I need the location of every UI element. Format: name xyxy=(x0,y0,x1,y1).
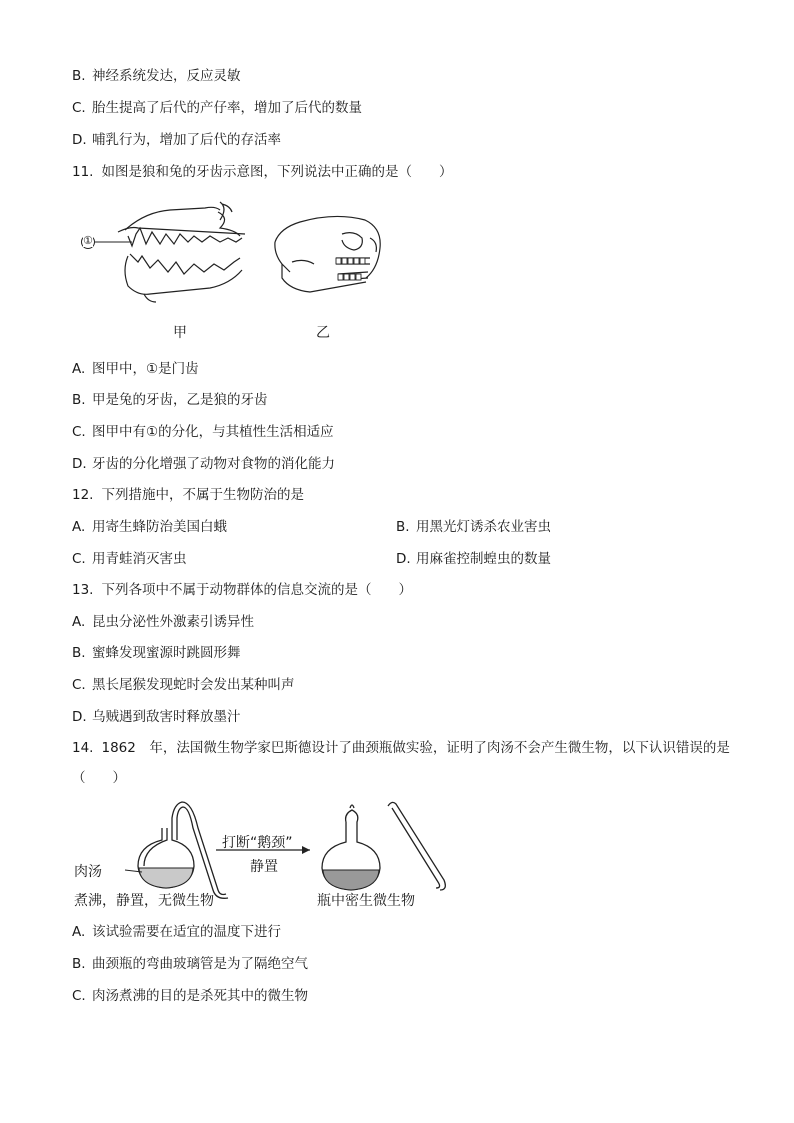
q11-option-c: C. 图甲中有①的分化，与其植性生活相适应 xyxy=(72,424,334,440)
q13-option-a: A. 昆虫分泌性外激素引诱异性 xyxy=(72,614,254,630)
q14-option-a: A. 该试验需要在适宜的温度下进行 xyxy=(72,924,281,940)
q14-option-c: C. 肉汤煮沸的目的是杀死其中的微生物 xyxy=(72,988,308,1004)
q12-option-c: C. 用青蛙消灭害虫 xyxy=(72,551,187,567)
arrow-head xyxy=(302,846,310,854)
q12-option-d: D. 用麻雀控制蝗虫的数量 xyxy=(396,551,551,567)
right-flask-caption: 瓶中密生微生物 xyxy=(317,893,415,909)
pasteur-figure xyxy=(70,798,460,910)
teeth-drawing xyxy=(70,198,400,323)
arrow-bottom-label: 静置 xyxy=(250,859,278,875)
q13-option-c: C. 黑长尾猴发现蛇时会发出某种叫声 xyxy=(72,677,295,693)
q11-stem: 11. 如图是狼和兔的牙齿示意图，下列说法中正确的是（ ） xyxy=(72,164,453,180)
q10-option-b: B. 神经系统发达，反应灵敏 xyxy=(72,68,241,84)
spoiled-broth-liquid xyxy=(323,870,379,890)
wolf-caption: 甲 xyxy=(173,325,187,341)
q12-option-b: B. 用黑光灯诱杀农业害虫 xyxy=(396,519,551,535)
rabbit-caption: 乙 xyxy=(316,325,330,341)
q11-option-a: A. 图甲中，①是门齿 xyxy=(72,361,199,377)
teeth-figure xyxy=(70,198,400,341)
q13-option-b: B. 蜜蜂发现蜜源时跳圆形舞 xyxy=(72,645,241,661)
q13-stem: 13. 下列各项中不属于动物群体的信息交流的是（ ） xyxy=(72,582,412,598)
q14-stem-cont: （ ） xyxy=(72,770,126,786)
q11-option-d: D. 牙齿的分化增强了动物对食物的消化能力 xyxy=(72,456,335,472)
q12-option-a: A. 用寄生蜂防治美国白蛾 xyxy=(72,519,227,535)
teeth-marker-label: ① xyxy=(83,234,93,247)
q11-option-b: B. 甲是兔的牙齿，乙是狼的牙齿 xyxy=(72,392,268,408)
q14-stem: 14. 1862 年，法国微生物学家巴斯德设计了曲颈瓶做实验，证明了肉汤不会产生微生物，以下认识错误的是 xyxy=(72,740,730,756)
broth-label: 肉汤 xyxy=(74,864,102,880)
q14-option-b: B. 曲颈瓶的弯曲玻璃管是为了隔绝空气 xyxy=(72,956,308,972)
rabbit-skull-drawing xyxy=(275,216,380,292)
broth-liquid xyxy=(139,868,193,888)
arrow-top-label: 打断“鹅颈” xyxy=(222,835,293,851)
rabbit-teeth-drawing xyxy=(336,258,365,280)
q10-option-d: D. 哺乳行为，增加了后代的存活率 xyxy=(72,132,281,148)
q10-option-c: C. 胎生提高了后代的产仔率，增加了后代的数量 xyxy=(72,100,362,116)
broken-neck-tube xyxy=(388,802,445,890)
q12-stem: 12. 下列措施中，不属于生物防治的是 xyxy=(72,487,304,503)
q13-option-d: D. 乌贼遇到敌害时释放墨汁 xyxy=(72,709,241,725)
wolf-jaw-drawing xyxy=(118,202,245,302)
left-flask-caption: 煮沸，静置，无微生物 xyxy=(74,893,214,909)
